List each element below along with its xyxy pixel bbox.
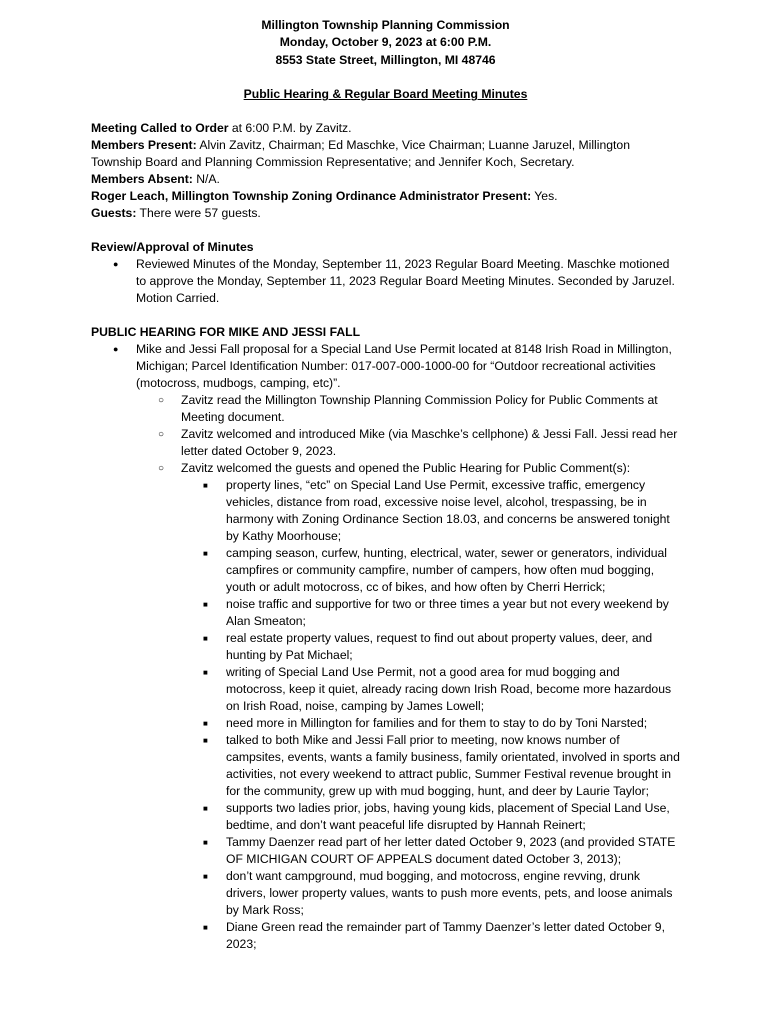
list-item: ■ Diane Green read the remainder part of Tammy Daenzer’s letter dated October 9, 2023; [181, 919, 680, 953]
list-item: ● Reviewed Minutes of the Monday, September 11, 2023 Regular Board Meeting. Maschke motioned to approve the Monday, September 11, 2023 Regular Board Meeting Minutes. Seconded by Jaruzel. Motion Carried. [91, 256, 680, 307]
list-item: ■ real estate property values, request to find out about property values, deer, and hunting by Pat Michael; [181, 630, 680, 664]
list-item: ■ noise traffic and supportive for two or three times a year but not every weekend by Alan Smeaton; [181, 596, 680, 630]
list-item: ■ property lines, “etc” on Special Land Use Permit, excessive traffic, emergency vehicles, distance from road, excessive noise level, alcohol, trespassing, be in harmony with Zoning Ordinance Section 18.03, and concerns be answered tonight by Kathy Moorhouse; [181, 477, 680, 545]
administrator-label: Roger Leach, Millington Township Zoning Ordinance Administrator Present: [91, 189, 532, 204]
called-to-order-value: at 6:00 P.M. by Zavitz. [228, 121, 352, 136]
review-list [91, 256, 680, 307]
header-date: Monday, October 9, 2023 at 6:00 P.M. [279, 35, 492, 50]
guests-value: There were 57 guests. [136, 206, 261, 221]
list-item: ■ camping season, curfew, hunting, electrical, water, sewer or generators, individual campfires or community campfire, number of campers, how often mud bogging, youth or adult motocross, cc of bikes, and how often by Cherri Herrick; [181, 545, 680, 596]
list-item [91, 341, 680, 953]
document-title: Public Hearing & Regular Board Meeting Minutes [243, 87, 528, 102]
list-item: ○ Zavitz welcomed and introduced Mike (via Maschke’s cellphone) & Jessi Fall. Jessi read her letter dated October 9, 2023. [136, 426, 680, 460]
list-item: ■ supports two ladies prior, jobs, having young kids, placement of Special Land Use, bedtime, and don’t want peaceful life disrupted by Hannah Reinert; [181, 800, 680, 834]
list-item: ■ Tammy Daenzer read part of her letter dated October 9, 2023 (and provided STATE OF MICHIGAN COURT OF APPEALS document dated October 3, 2013); [181, 834, 680, 868]
members-present-label: Members Present: [91, 138, 197, 153]
public-comment-intro: Zavitz welcomed the guests and opened the Public Hearing for Public Comment(s): [181, 461, 631, 476]
hearing-list [91, 341, 680, 953]
list-item: ○ Zavitz read the Millington Township Planning Commission Policy for Public Comments at Meeting document. [136, 392, 680, 426]
meeting-info [91, 120, 680, 222]
hearing-sublist [136, 392, 680, 953]
members-absent-label: Members Absent: [91, 172, 193, 187]
called-to-order-label: Meeting Called to Order [91, 121, 229, 136]
hearing-heading: PUBLIC HEARING FOR MIKE AND JESSI FALL [91, 325, 361, 340]
hearing-proposal: Mike and Jessi Fall proposal for a Special Land Use Permit located at 8148 Irish Road in Millington, Michigan; Parcel Identification Number: 017-007-000-1000-00 for “Outdoor recreational activities (motocross, mudbogs, camping, etc)”. [136, 342, 672, 391]
members-absent-value: N/A. [192, 172, 220, 187]
list-item: ■ talked to both Mike and Jessi Fall prior to meeting, now knows number of campsites, events, wants a family business, family orientated, involved in sports and activities, not every weekend to attract public, Summer Festival revenue brought in for the community, grew up with mud bogging, hunt, and deer by Laurie Taylor; [181, 732, 680, 800]
document-header [91, 17, 680, 69]
guests-label: Guests: [91, 206, 137, 221]
public-comments-list [181, 477, 680, 953]
list-item: ■ need more in Millington for families and for them to stay to do by Toni Narsted; [181, 715, 680, 732]
header-organization: Millington Township Planning Commission [261, 18, 510, 32]
header-address: 8553 State Street, Millington, MI 48746 [275, 52, 496, 67]
members-present-value: Alvin Zavitz, Chairman; Ed Maschke, Vice Chairman; Luanne Jaruzel, Millington Township Board and Planning Commission Representative; and Jennifer Koch, Secretary. [91, 138, 630, 170]
review-heading: Review/Approval of Minutes [91, 240, 254, 255]
list-item [136, 460, 680, 953]
list-item: ■ don’t want campground, mud bogging, and motocross, engine revving, drunk drivers, lower property values, wants to push more events, pets, and loose animals by Mark Ross; [181, 868, 680, 919]
list-item: ■ writing of Special Land Use Permit, not a good area for mud bogging and motocross, keep it quiet, already racing down Irish Road, become more hazardous on Irish Road, noise, camping by James Lowell; [181, 664, 680, 715]
administrator-value: Yes. [531, 189, 558, 204]
